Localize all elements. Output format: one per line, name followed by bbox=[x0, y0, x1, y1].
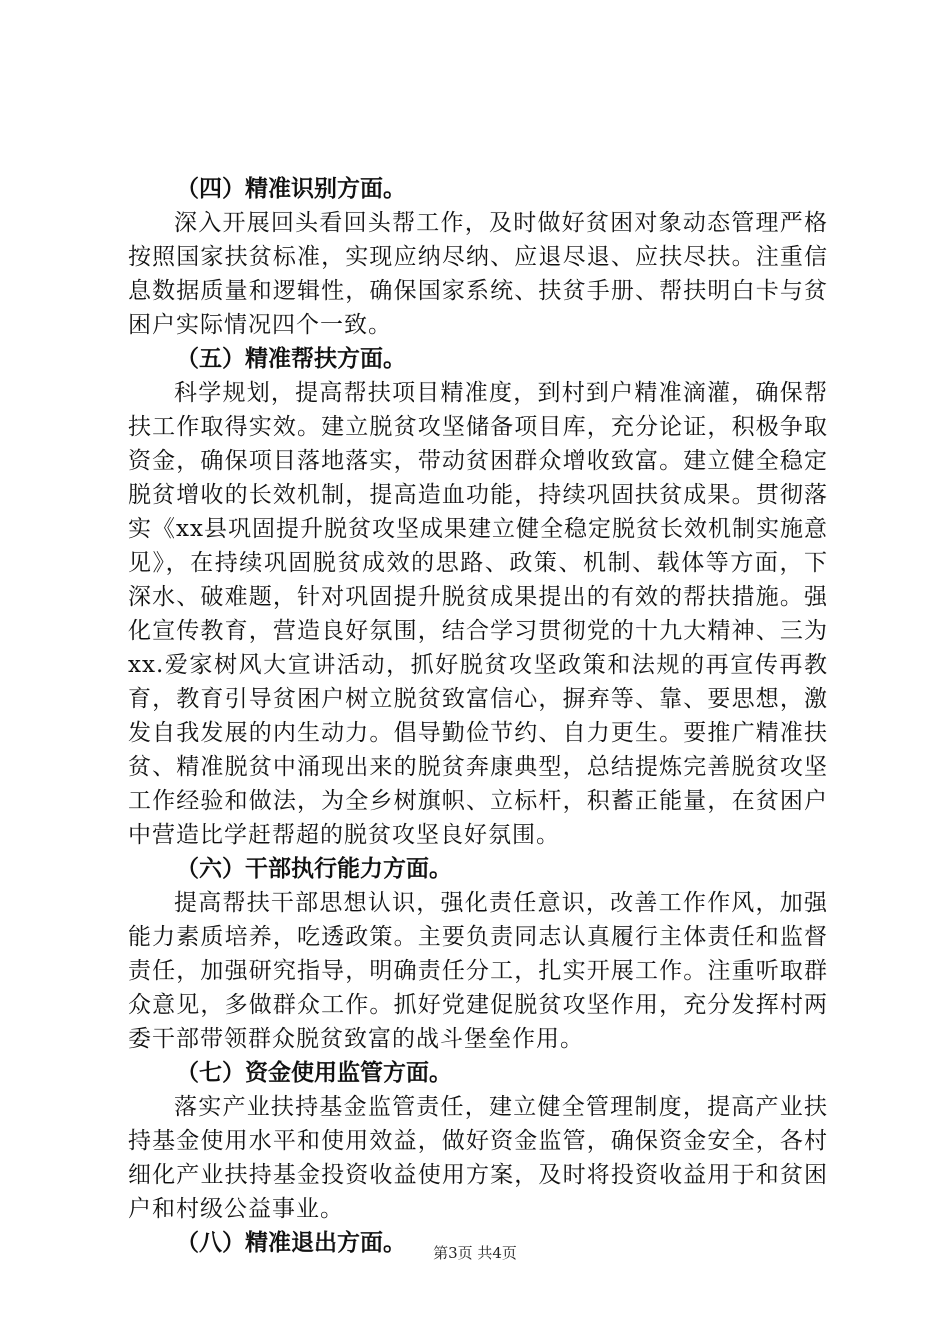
document-body bbox=[128, 172, 828, 1260]
section-heading-4: （四）精准识别方面。 bbox=[176, 176, 406, 202]
section-body-5: 科学规划，提高帮扶项目精准度，到村到户精准滴灌，确保帮扶工作取得实效。建立脱贫攻坚储备项目库，充分论证，积极争取资金，确保项目落地落实，带动贫困群众增收致富。建立健全稳定脱贫增收的长效机制，提高造血功能，持续巩固扶贫成果。贯彻落实《xx县巩固提升脱贫攻坚成果建立健全稳定脱贫长效机制实施意见》，在持续巩固脱贫成效的思路、政策、机制、载体等方面，下深水、破难题，针对巩固提升脱贫成果提出的有效的帮扶措施。强化宣传教育，营造良好氛围，结合学习贯彻党的十九大精神、三为xx.爱家树风大宣讲活动，抓好脱贫攻坚政策和法规的再宣传再教育，教育引导贫困户树立脱贫致富信心，摒弃等、靠、要思想，激发自我发展的内生动力。倡导勤俭节约、自力更生。要推广精准扶贫、精准脱贫中涌现出来的脱贫奔康典型，总结提炼完善脱贫攻坚工作经验和做法，为全乡树旗帜、立标杆，积蓄正能量，在贫困户中营造比学赶帮超的脱贫攻坚良好氛围。 bbox=[128, 380, 828, 848]
section-heading-8: （八）精准退出方面。 bbox=[176, 1230, 406, 1256]
section-body-6: 提高帮扶干部思想认识，强化责任意识，改善工作作风，加强能力素质培养，吃透政策。主要负责同志认真履行主体责任和监督责任，加强研究指导，明确责任分工，扎实开展工作。注重听取群众意见，多做群众工作。抓好党建促脱贫攻坚作用，充分发挥村两委干部带领群众脱贫致富的战斗堡垒作用。 bbox=[128, 890, 828, 1052]
section-heading-6: （六）干部执行能力方面。 bbox=[176, 856, 452, 882]
section-body-7: 落实产业扶持基金监管责任，建立健全管理制度，提高产业扶持基金使用水平和使用效益，做好资金监管，确保资金安全，各村细化产业扶持基金投资收益使用方案，及时将投资收益用于和贫困户和村级公益事业。 bbox=[128, 1094, 828, 1222]
section-body-4: 深入开展回头看回头帮工作，及时做好贫困对象动态管理严格按照国家扶贫标准，实现应纳尽纳、应退尽退、应扶尽扶。注重信息数据质量和逻辑性，确保国家系统、扶贫手册、帮扶明白卡与贫困户实际情况四个一致。 bbox=[128, 210, 828, 338]
page-number-footer: 第3页 共4页 bbox=[433, 1244, 517, 1262]
section-heading-5: （五）精准帮扶方面。 bbox=[176, 346, 406, 372]
section-heading-7: （七）资金使用监管方面。 bbox=[176, 1060, 452, 1086]
